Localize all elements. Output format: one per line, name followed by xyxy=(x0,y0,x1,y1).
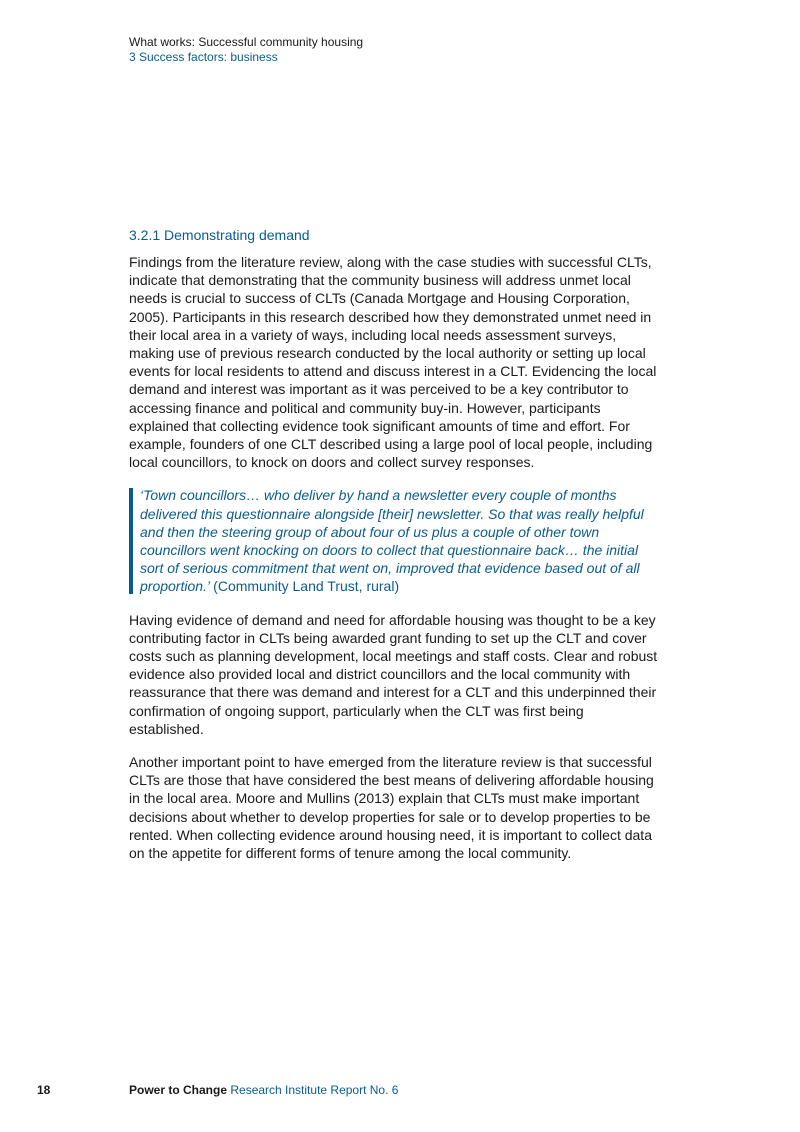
quote-bar xyxy=(129,488,133,593)
footer-title xyxy=(129,1083,398,1098)
footer-report: Research Institute Report No. 6 xyxy=(230,1083,399,1097)
paragraph-2: Having evidence of demand and need for affordable housing was thought to be a key contributing factor in CLTs being awarded grant funding to set up the CLT and cover costs such as planning development, local meetings and staff costs. Clear and robust evidence also provided local and district councillors and the local community with reassurance that there was demand and interest for a CLT and this underpinned their confirmation of ongoing support, particularly when the CLT was first being established. xyxy=(129,611,658,737)
footer-brand: Power to Change xyxy=(129,1083,228,1097)
document-title: What works: Successful community housing xyxy=(129,35,364,49)
blockquote xyxy=(129,486,659,595)
quote-text-block xyxy=(140,486,659,595)
page-number: 18 xyxy=(37,1083,51,1097)
quote-text: ‘Town councillors… who deliver by hand a newsletter every couple of months delivered this questionnaire alongside [their] newsletter. So that was really helpful and then the steering group of about four of us plus a couple of other town councillors went knocking on doors to collect that questionnaire back… the initial sort of serious commitment that went on, improved that evidence based out of all proportion.’ xyxy=(140,487,644,595)
chapter-title: 3 Success factors: business xyxy=(129,50,278,64)
paragraph-1: Findings from the literature review, along with the case studies with successful CLTs, indicate that demonstrating that the community business will address unmet local needs is crucial to success of CLTs (Canada Mortgage and Housing Corporation, 2005). Participants in this research described how they demonstrated unmet need in their local area in a variety of ways, including local needs assessment surveys, making use of previous research conducted by the local authority or setting up local events for local residents to attend and discuss interest in a CLT. Evidencing the local demand and interest was important as it was perceived to be a key contributor to accessing finance and political and community buy-in. However, participants explained that collecting evidence took significant amounts of time and effort. For example, founders of one CLT described using a large pool of local people, including local councillors, to knock on doors and collect survey responses. xyxy=(129,254,657,471)
running-header xyxy=(129,35,363,65)
quote-source: (Community Land Trust, rural) xyxy=(213,578,400,595)
section-heading: 3.2.1 Demonstrating demand xyxy=(129,227,310,243)
main-content xyxy=(129,226,659,877)
paragraph-3: Another important point to have emerged from the literature review is that successful CLTs are those that have considered the best means of delivering affordable housing in the local area. Moore and Mullins (2013) explain that CLTs must make important decisions about whether to develop properties for sale or to develop properties to be rented. When collecting evidence around housing need, it is important to collect data on the appetite for different forms of tenure among the local community. xyxy=(129,754,654,862)
